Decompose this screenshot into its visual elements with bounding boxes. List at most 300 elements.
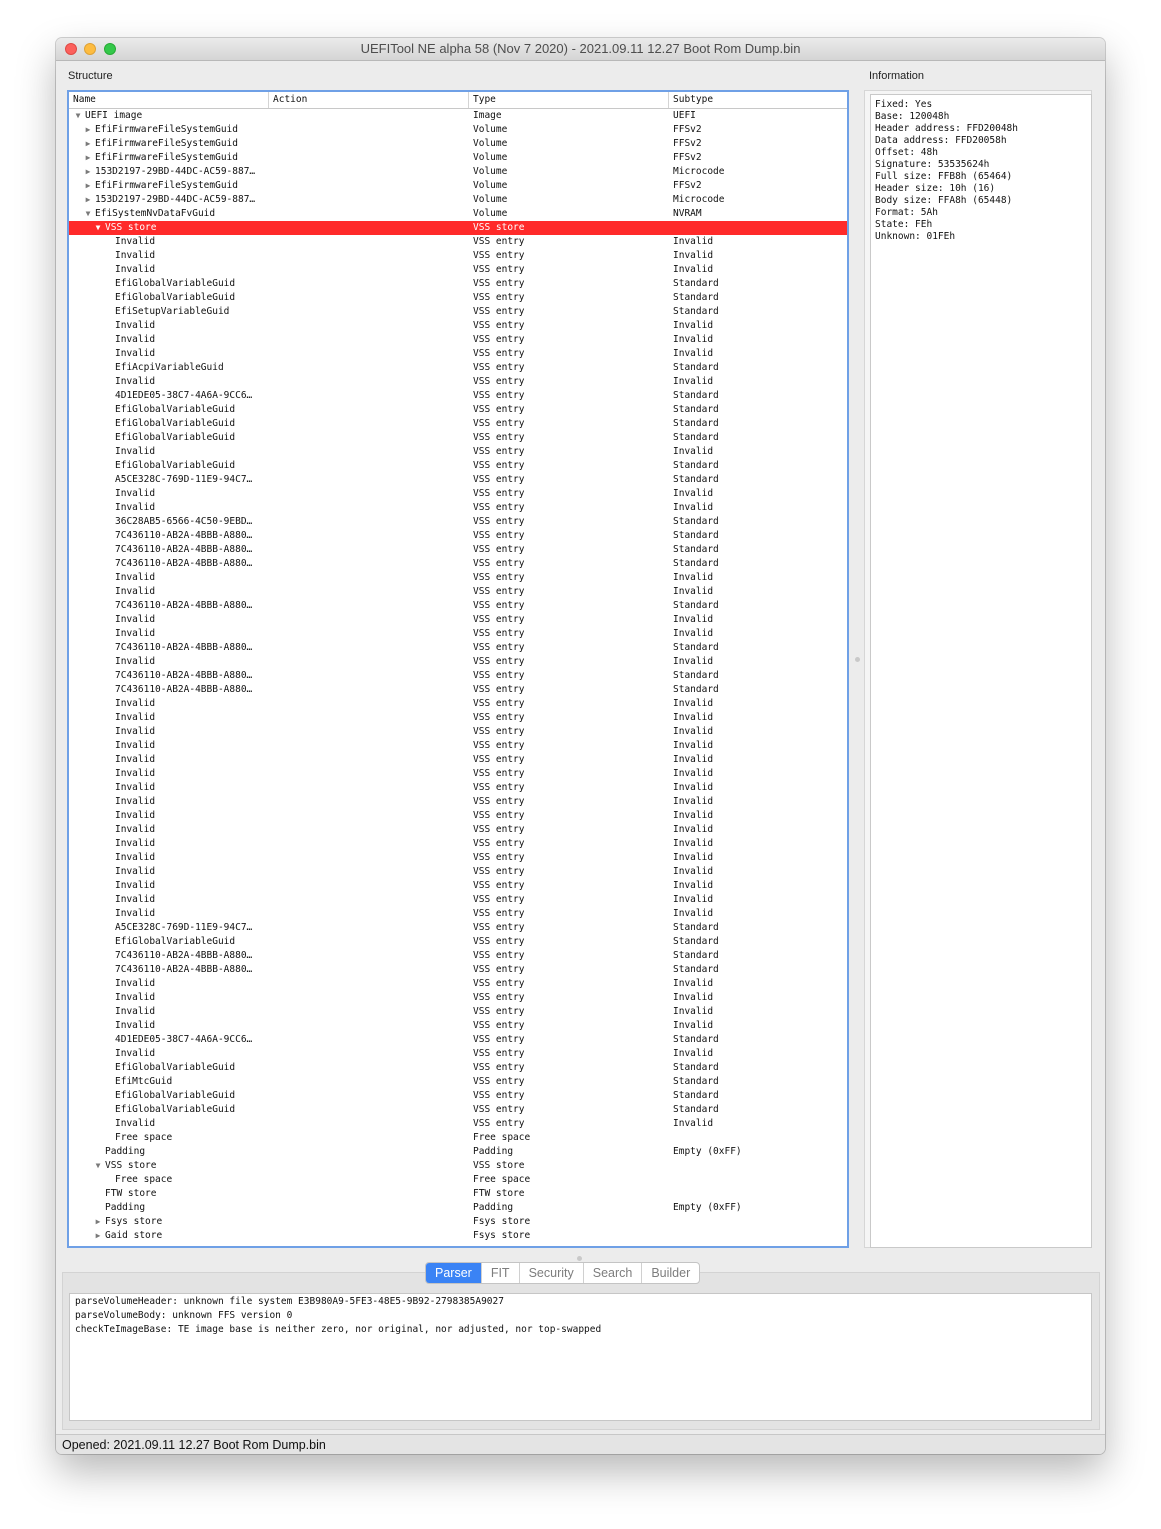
tree-row[interactable] [69, 515, 847, 529]
tree-row[interactable] [69, 669, 847, 683]
tree-cell-subtype: Standard [673, 936, 719, 947]
tree-cell-name: A5CE328C-769D-11E9-94C7… [115, 922, 253, 933]
tree-cell-type: VSS entry [473, 446, 525, 457]
message-tabs [425, 1262, 700, 1284]
tree-cell-name: 7C436110-AB2A-4BBB-A880… [115, 642, 253, 653]
tree-row[interactable] [69, 179, 847, 193]
tree-cell-type: VSS entry [473, 1048, 525, 1059]
tree-cell-name: Padding [105, 1202, 146, 1213]
tree-cell-type: VSS entry [473, 264, 525, 275]
tree-cell-type: Padding [473, 1146, 514, 1157]
tree-row[interactable] [69, 1173, 847, 1187]
tree-cell-type: VSS entry [473, 880, 525, 891]
info-line: State: FEh [875, 219, 933, 230]
tree-cell-type: VSS entry [473, 908, 525, 919]
tree-cell-subtype: Standard [673, 530, 719, 541]
tree-cell-name: 36C28AB5-6566-4C50-9EBD… [115, 516, 253, 527]
tree-cell-subtype: Invalid [673, 320, 714, 331]
tree-cell-type: VSS store [473, 1160, 525, 1171]
column-header-type[interactable]: Type [469, 92, 669, 108]
tree-cell-name: EfiGlobalVariableGuid [115, 404, 236, 415]
tree-row[interactable] [69, 571, 847, 585]
tree-row[interactable] [69, 767, 847, 781]
info-line: Unknown: 01FEh [875, 231, 956, 242]
tree-row[interactable] [69, 1005, 847, 1019]
tree-cell-type: Free space [473, 1174, 531, 1185]
tree-cell-type: Volume [473, 194, 508, 205]
column-header-name[interactable]: Name [69, 92, 269, 108]
tree-row[interactable] [69, 417, 847, 431]
tree-cell-type: VSS entry [473, 628, 525, 639]
tree-cell-name: Invalid [115, 502, 156, 513]
tree-row[interactable] [69, 235, 847, 249]
tree-cell-name: Invalid [115, 236, 156, 247]
tree-cell-subtype: Standard [673, 1034, 719, 1045]
tree-cell-name: EfiGlobalVariableGuid [115, 1062, 236, 1073]
tree-cell-subtype: Standard [673, 432, 719, 443]
tree-row[interactable] [69, 627, 847, 641]
tree-cell-subtype: Standard [673, 964, 719, 975]
tree-cell-subtype: Standard [673, 670, 719, 681]
info-line: Fixed: Yes [875, 99, 933, 110]
tree-cell-subtype: FFSv2 [673, 180, 702, 191]
expand-arrow-icon[interactable]: ▶ [85, 139, 91, 148]
tree-row[interactable] [69, 655, 847, 669]
tree-row[interactable] [69, 1215, 847, 1229]
tree-cell-subtype: Invalid [673, 824, 714, 835]
tree-cell-name: Invalid [115, 656, 156, 667]
tree-row[interactable] [69, 1047, 847, 1061]
tree-row[interactable] [69, 683, 847, 697]
column-header-action[interactable]: Action [269, 92, 469, 108]
tree-row[interactable] [69, 753, 847, 767]
tree-cell-subtype: Invalid [673, 712, 714, 723]
tree-cell-name: EfiGlobalVariableGuid [115, 1104, 236, 1115]
tree-row[interactable] [69, 907, 847, 921]
tree-cell-type: VSS entry [473, 278, 525, 289]
tree-cell-type: VSS entry [473, 474, 525, 485]
tree-cell-name: 7C436110-AB2A-4BBB-A880… [115, 964, 253, 975]
tree-row[interactable] [69, 977, 847, 991]
collapse-arrow-icon[interactable]: ▼ [85, 209, 91, 218]
tree-row[interactable] [69, 851, 847, 865]
tree-row[interactable] [69, 1061, 847, 1075]
information-label: Information [869, 70, 925, 82]
tree-cell-subtype: Invalid [673, 866, 714, 877]
tree-cell-type: VSS store [473, 222, 525, 233]
parser-messages[interactable] [69, 1293, 1092, 1421]
tree-row[interactable] [69, 1201, 847, 1215]
tree-cell-type: VSS entry [473, 586, 525, 597]
tree-cell-type: VSS entry [473, 852, 525, 863]
tree-row[interactable] [69, 319, 847, 333]
tree-row[interactable] [69, 473, 847, 487]
tree-row[interactable] [69, 347, 847, 361]
tree-row[interactable] [69, 725, 847, 739]
tree-cell-type: VSS entry [473, 1090, 525, 1101]
tree-row[interactable] [69, 165, 847, 179]
tree-cell-subtype: Microcode [673, 194, 725, 205]
tree-cell-name: EfiGlobalVariableGuid [115, 292, 236, 303]
tree-cell-subtype: Standard [673, 292, 719, 303]
tree-cell-subtype: Invalid [673, 656, 714, 667]
tree-cell-name: Invalid [115, 488, 156, 499]
tree-cell-type: Image [473, 110, 502, 121]
tree-row[interactable] [69, 739, 847, 753]
tree-cell-subtype: Invalid [673, 852, 714, 863]
information-text [870, 94, 1092, 1248]
tree-cell-name: EfiGlobalVariableGuid [115, 936, 236, 947]
tree-cell-name: Invalid [115, 320, 156, 331]
tree-cell-name: EfiGlobalVariableGuid [115, 418, 236, 429]
tree-row[interactable] [69, 935, 847, 949]
expand-arrow-icon[interactable]: ▶ [95, 1231, 101, 1240]
tree-row[interactable] [69, 599, 847, 613]
tree-cell-type: VSS entry [473, 1076, 525, 1087]
tree-cell-name: 7C436110-AB2A-4BBB-A880… [115, 950, 253, 961]
tree-row[interactable] [69, 991, 847, 1005]
tree-row[interactable] [69, 151, 847, 165]
tree-row[interactable] [69, 543, 847, 557]
tree-cell-type: VSS entry [473, 306, 525, 317]
tree-row[interactable] [69, 137, 847, 151]
tree-cell-name: Invalid [115, 824, 156, 835]
tree-row[interactable] [69, 333, 847, 347]
tree-cell-name: 7C436110-AB2A-4BBB-A880… [115, 600, 253, 611]
tree-row[interactable] [69, 1187, 847, 1201]
tree-cell-name: Invalid [115, 264, 156, 275]
tree-cell-subtype: Standard [673, 362, 719, 373]
tree-row[interactable] [69, 375, 847, 389]
tree-cell-name: 7C436110-AB2A-4BBB-A880… [115, 684, 253, 695]
info-line: Offset: 48h [875, 147, 938, 158]
tree-cell-name: EfiGlobalVariableGuid [115, 460, 236, 471]
tree-cell-subtype: Invalid [673, 768, 714, 779]
tree-cell-name: Invalid [115, 572, 156, 583]
tree-row[interactable] [69, 557, 847, 571]
tree-cell-subtype: Standard [673, 418, 719, 429]
tree-cell-subtype [673, 1159, 843, 1173]
tree-cell-subtype: Invalid [673, 586, 714, 597]
tree-cell-type: VSS entry [473, 1062, 525, 1073]
tree-row[interactable] [69, 487, 847, 501]
tree-cell-type: VSS entry [473, 768, 525, 779]
tree-row[interactable] [69, 613, 847, 627]
collapse-arrow-icon[interactable]: ▼ [95, 1161, 101, 1170]
tree-cell-subtype: Standard [673, 278, 719, 289]
tree-cell-subtype: Invalid [673, 1020, 714, 1031]
tree-cell-type: VSS entry [473, 992, 525, 1003]
tree-row[interactable] [69, 823, 847, 837]
tree-cell-type: VSS entry [473, 348, 525, 359]
tree-cell-subtype: Standard [673, 516, 719, 527]
tree-row[interactable] [69, 1103, 847, 1117]
window-title: UEFITool NE alpha 58 (Nov 7 2020) - 2021.09.11 12.27 Boot Rom Dump.bin [360, 41, 801, 56]
tree-cell-subtype: Invalid [673, 1118, 714, 1129]
app-window [56, 38, 1105, 1454]
tree-row[interactable] [69, 501, 847, 515]
tree-row[interactable] [69, 1075, 847, 1089]
collapse-arrow-icon[interactable]: ▼ [75, 111, 81, 120]
tree-cell-name: Invalid [115, 810, 156, 821]
tree-row[interactable] [69, 865, 847, 879]
tree-row[interactable] [69, 781, 847, 795]
tree-cell-name: Invalid [115, 978, 156, 989]
tree-cell-name: Invalid [115, 768, 156, 779]
tree-cell-subtype: Invalid [673, 614, 714, 625]
structure-tree[interactable] [67, 90, 849, 1248]
tree-row[interactable] [69, 879, 847, 893]
tree-row[interactable] [69, 809, 847, 823]
tree-cell-type: VSS entry [473, 866, 525, 877]
tree-cell-type: VSS entry [473, 740, 525, 751]
expand-arrow-icon[interactable]: ▶ [85, 181, 91, 190]
tree-cell-name: Invalid [115, 880, 156, 891]
tree-cell-subtype: Standard [673, 558, 719, 569]
horizontal-splitter-handle[interactable] [577, 1256, 582, 1261]
tree-cell-type: VSS entry [473, 418, 525, 429]
tree-row[interactable] [69, 277, 847, 291]
tree-cell-name: Invalid [115, 782, 156, 793]
title-bar [56, 38, 1105, 61]
tree-cell-name: 7C436110-AB2A-4BBB-A880… [115, 558, 253, 569]
tab-security[interactable]: Security [519, 1263, 583, 1283]
tree-cell-subtype: Invalid [673, 376, 714, 387]
tree-row[interactable] [69, 109, 847, 123]
info-line: Full size: FFB8h (65464) [875, 171, 1013, 182]
tree-cell-subtype: FFSv2 [673, 138, 702, 149]
tree-cell-type: VSS entry [473, 950, 525, 961]
tree-row[interactable] [69, 1159, 847, 1173]
tree-header [69, 92, 847, 109]
tree-cell-subtype: Standard [673, 950, 719, 961]
tree-row[interactable] [69, 431, 847, 445]
message-line[interactable]: parseVolumeHeader: unknown file system E3B980A9-5FE3-48E5-9B92-2798385A9027 [75, 1296, 504, 1307]
tree-cell-subtype [673, 1131, 843, 1145]
tree-cell-subtype: Empty (0xFF) [673, 1146, 742, 1157]
tree-cell-subtype: Standard [673, 1062, 719, 1073]
tree-cell-type: VSS entry [473, 810, 525, 821]
tree-row[interactable] [69, 711, 847, 725]
tree-cell-name: 7C436110-AB2A-4BBB-A880… [115, 530, 253, 541]
tree-cell-subtype: Invalid [673, 796, 714, 807]
tree-row[interactable] [69, 291, 847, 305]
tree-cell-type: VSS entry [473, 642, 525, 653]
tree-cell-name: Invalid [115, 348, 156, 359]
info-line: Body size: FFA8h (65448) [875, 195, 1013, 206]
tree-row[interactable] [69, 1033, 847, 1047]
tree-cell-name: Invalid [115, 376, 156, 387]
tree-cell-subtype: Invalid [673, 726, 714, 737]
tree-cell-name: Invalid [115, 838, 156, 849]
tree-cell-type: Volume [473, 208, 508, 219]
tree-cell-name: EfiFirmwareFileSystemGuid [95, 138, 238, 149]
tab-parser[interactable]: Parser [426, 1263, 481, 1283]
tree-cell-subtype: Invalid [673, 334, 714, 345]
tree-cell-type: VSS entry [473, 530, 525, 541]
tree-cell-name: Invalid [115, 866, 156, 877]
tree-cell-type: Volume [473, 138, 508, 149]
tree-cell-name: VSS store [105, 222, 157, 233]
tree-cell-name: Invalid [115, 754, 156, 765]
tree-row[interactable] [69, 207, 847, 221]
tree-cell-type: VSS entry [473, 726, 525, 737]
tree-cell-type: VSS entry [473, 292, 525, 303]
tree-cell-name: 153D2197-29BD-44DC-AC59-887… [95, 166, 256, 177]
tree-row[interactable] [69, 1117, 847, 1131]
tree-cell-subtype: Invalid [673, 740, 714, 751]
tree-cell-type: VSS entry [473, 964, 525, 975]
info-line: Header size: 10h (16) [875, 183, 996, 194]
tree-cell-subtype: Microcode [673, 166, 725, 177]
info-line: Header address: FFD20048h [875, 123, 1018, 134]
tree-cell-name: EfiAcpiVariableGuid [115, 362, 224, 373]
status-bar [56, 1434, 1105, 1454]
tree-cell-name: Free space [115, 1132, 173, 1143]
tree-cell-name: Invalid [115, 908, 156, 919]
tree-cell-subtype: Standard [673, 306, 719, 317]
tree-cell-type: VSS entry [473, 376, 525, 387]
tree-row[interactable] [69, 1229, 847, 1243]
tree-cell-subtype: Invalid [673, 880, 714, 891]
tree-cell-name: Invalid [115, 628, 156, 639]
expand-arrow-icon[interactable]: ▶ [95, 1217, 101, 1226]
tree-cell-subtype: Invalid [673, 838, 714, 849]
tree-row[interactable] [69, 305, 847, 319]
tree-cell-type: VSS entry [473, 1006, 525, 1017]
expand-arrow-icon[interactable]: ▶ [85, 195, 91, 204]
tab-search[interactable]: Search [583, 1263, 642, 1283]
tree-row[interactable] [69, 893, 847, 907]
tree-row-selected[interactable] [69, 221, 847, 235]
tree-row[interactable] [69, 403, 847, 417]
tree-cell-subtype: Invalid [673, 348, 714, 359]
tree-cell-name: Gaid store [105, 1230, 163, 1241]
tree-row[interactable] [69, 361, 847, 375]
tree-cell-type: VSS entry [473, 936, 525, 947]
tree-cell-type: VSS entry [473, 782, 525, 793]
tree-cell-type: VSS entry [473, 796, 525, 807]
tree-cell-subtype: Invalid [673, 782, 714, 793]
tree-cell-type: VSS entry [473, 824, 525, 835]
tree-cell-subtype: Invalid [673, 698, 714, 709]
tree-cell-type: VSS entry [473, 684, 525, 695]
tab-builder[interactable]: Builder [641, 1263, 699, 1283]
expand-arrow-icon[interactable]: ▶ [85, 167, 91, 176]
expand-arrow-icon[interactable]: ▶ [85, 125, 91, 134]
tree-row[interactable] [69, 1131, 847, 1145]
tree-cell-name: A5CE328C-769D-11E9-94C7… [115, 474, 253, 485]
tree-cell-type: Volume [473, 152, 508, 163]
tree-cell-subtype: Invalid [673, 236, 714, 247]
tree-row[interactable] [69, 1145, 847, 1159]
tree-cell-subtype: Invalid [673, 572, 714, 583]
tree-cell-name: Invalid [115, 250, 156, 261]
tree-row[interactable] [69, 1089, 847, 1103]
tree-cell-name: Invalid [115, 446, 156, 457]
tree-row[interactable] [69, 445, 847, 459]
tree-cell-subtype: UEFI [673, 110, 696, 121]
tree-row[interactable] [69, 459, 847, 473]
tree-row[interactable] [69, 263, 847, 277]
tree-cell-name: EfiGlobalVariableGuid [115, 432, 236, 443]
tree-cell-name: EfiFirmwareFileSystemGuid [95, 152, 238, 163]
tree-cell-name: Invalid [115, 796, 156, 807]
tree-cell-name: EfiSetupVariableGuid [115, 306, 230, 317]
tree-cell-name: 4D1EDE05-38C7-4A6A-9CC6… [115, 390, 253, 401]
info-line: Base: 120048h [875, 111, 950, 122]
tree-row[interactable] [69, 585, 847, 599]
message-line[interactable]: checkTeImageBase: TE image base is neither zero, nor original, nor adjusted, nor top-swapped [75, 1324, 602, 1335]
tree-row[interactable] [69, 1019, 847, 1033]
tree-cell-subtype: Standard [673, 1076, 719, 1087]
tree-cell-subtype: Invalid [673, 1006, 714, 1017]
tree-row[interactable] [69, 697, 847, 711]
tree-row[interactable] [69, 837, 847, 851]
tree-row[interactable] [69, 949, 847, 963]
tree-cell-subtype [673, 1173, 843, 1187]
tree-row[interactable] [69, 123, 847, 137]
tree-cell-name: 7C436110-AB2A-4BBB-A880… [115, 544, 253, 555]
tree-cell-name: EfiGlobalVariableGuid [115, 278, 236, 289]
tree-row[interactable] [69, 963, 847, 977]
tree-cell-name: Padding [105, 1146, 146, 1157]
tree-cell-subtype: Standard [673, 600, 719, 611]
tree-cell-name: Invalid [115, 1020, 156, 1031]
tree-cell-subtype: Standard [673, 460, 719, 471]
tree-cell-subtype: Invalid [673, 264, 714, 275]
tree-cell-name: Invalid [115, 894, 156, 905]
message-line[interactable]: parseVolumeBody: unknown FFS version 0 [75, 1310, 293, 1321]
tree-cell-name: EfiFirmwareFileSystemGuid [95, 124, 238, 135]
tree-cell-subtype: Invalid [673, 502, 714, 513]
vertical-splitter-handle[interactable] [855, 657, 860, 662]
tree-row[interactable] [69, 921, 847, 935]
tree-cell-type: VSS entry [473, 894, 525, 905]
tree-cell-type: VSS entry [473, 432, 525, 443]
tree-cell-type: VSS entry [473, 544, 525, 555]
collapse-arrow-icon[interactable]: ▼ [95, 223, 101, 232]
tree-cell-type: Fsys store [473, 1230, 531, 1241]
tree-cell-subtype: Standard [673, 390, 719, 401]
tree-cell-subtype: Standard [673, 684, 719, 695]
tree-cell-name: Invalid [115, 1048, 156, 1059]
tree-row[interactable] [69, 193, 847, 207]
tree-cell-subtype: Empty (0xFF) [673, 1202, 742, 1213]
tree-row[interactable] [69, 249, 847, 263]
tree-row[interactable] [69, 795, 847, 809]
tree-row[interactable] [69, 389, 847, 403]
tree-cell-type: VSS entry [473, 390, 525, 401]
tree-cell-name: Invalid [115, 726, 156, 737]
tree-cell-subtype: Standard [673, 1104, 719, 1115]
expand-arrow-icon[interactable]: ▶ [85, 153, 91, 162]
tree-cell-type: FTW store [473, 1188, 525, 1199]
info-line: Data address: FFD20058h [875, 135, 1007, 146]
tree-row[interactable] [69, 641, 847, 655]
tree-cell-subtype [673, 1229, 843, 1243]
tree-cell-type: VSS entry [473, 572, 525, 583]
tree-cell-name: Invalid [115, 614, 156, 625]
tree-cell-type: VSS entry [473, 334, 525, 345]
tree-cell-type: Padding [473, 1202, 514, 1213]
column-header-subtype[interactable]: Subtype [673, 94, 714, 105]
tree-cell-subtype: Invalid [673, 894, 714, 905]
tab-fit[interactable]: FIT [481, 1263, 519, 1283]
tree-cell-subtype: Invalid [673, 628, 714, 639]
tree-row[interactable] [69, 529, 847, 543]
tree-cell-subtype: Standard [673, 642, 719, 653]
